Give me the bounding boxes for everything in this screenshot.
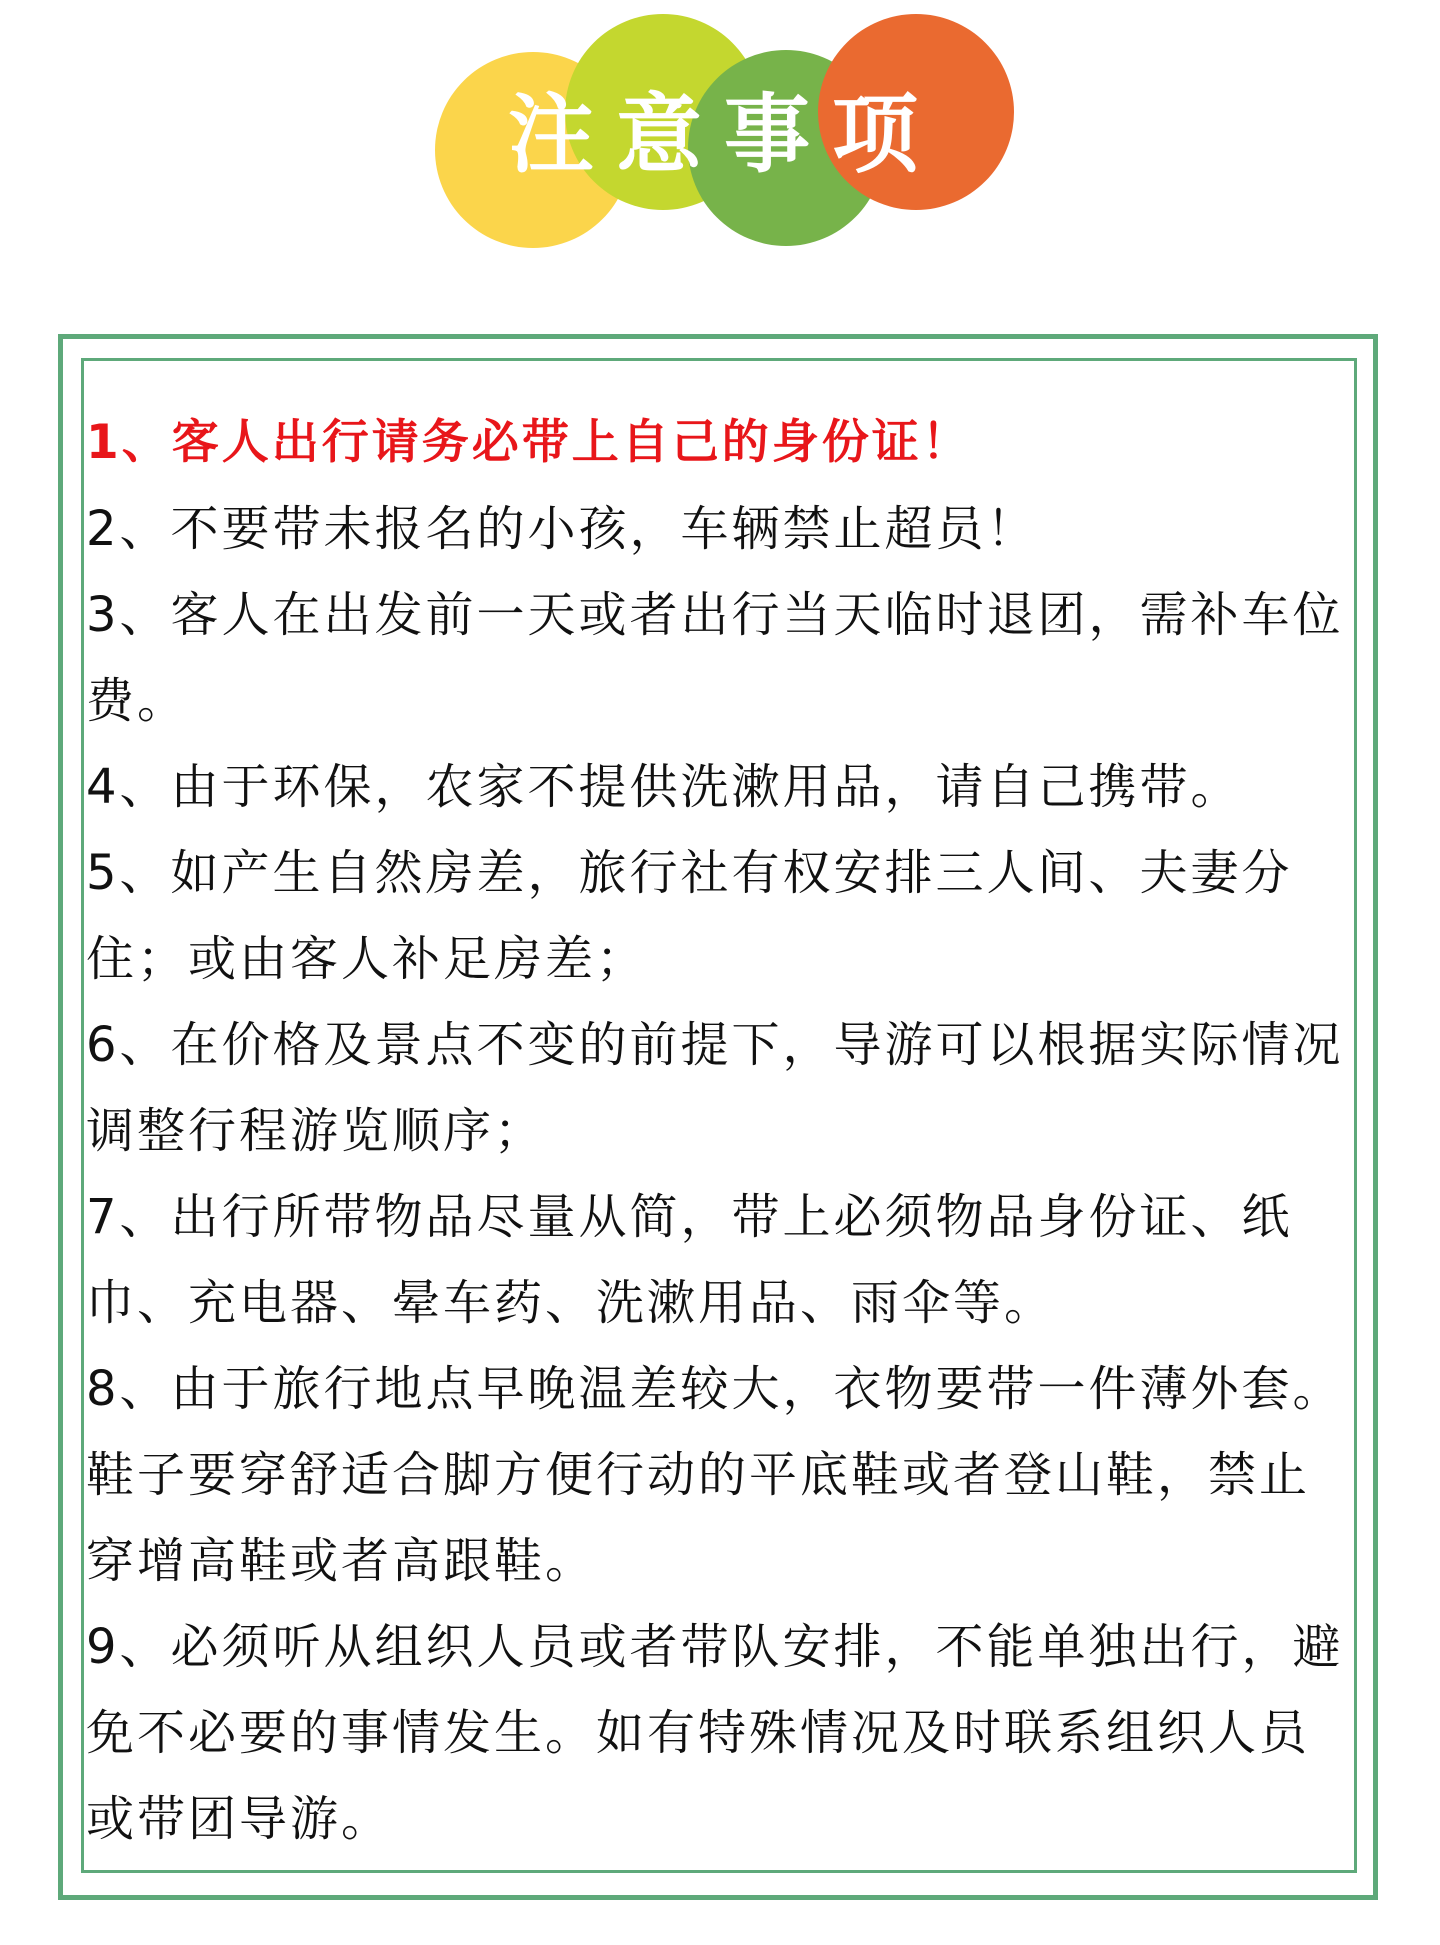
note-item-6: 6、在价格及景点不变的前提下，导游可以根据实际情况调整行程游览顺序； bbox=[86, 1017, 1344, 1159]
note-item-1: 1、客人出行请务必带上自己的身份证！ bbox=[86, 415, 972, 470]
notes-list bbox=[86, 400, 1356, 1862]
note-item-4: 4、由于环保，农家不提供洗漱用品，请自己携带。 bbox=[86, 759, 1242, 815]
title-char-3: 事 bbox=[724, 85, 810, 185]
note-item-2: 2、不要带未报名的小孩，车辆禁止超员！ bbox=[86, 501, 1038, 557]
title-char-4: 项 bbox=[832, 85, 918, 185]
note-item-7: 7、出行所带物品尽量从简，带上必须物品身份证、纸巾、充电器、晕车药、洗漱用品、雨伞等。 bbox=[86, 1189, 1293, 1331]
note-item-3: 3、客人在出发前一天或者出行当天临时退团，需补车位费。 bbox=[86, 587, 1344, 729]
header-banner bbox=[0, 0, 1440, 260]
title-char-1: 注 bbox=[508, 85, 594, 185]
page-title bbox=[508, 80, 940, 190]
note-item-8: 8、由于旅行地点早晚温差较大，衣物要带一件薄外套。鞋子要穿舒适合脚方便行动的平底鞋或者登山鞋，禁止穿增高鞋或者高跟鞋。 bbox=[86, 1361, 1344, 1589]
note-item-5: 5、如产生自然房差，旅行社有权安排三人间、夫妻分住；或由客人补足房差； bbox=[86, 845, 1293, 987]
title-char-2: 意 bbox=[616, 85, 702, 185]
note-item-9: 9、必须听从组织人员或者带队安排，不能单独出行，避免不必要的事情发生。如有特殊情况及时联系组织人员或带团导游。 bbox=[86, 1619, 1344, 1847]
